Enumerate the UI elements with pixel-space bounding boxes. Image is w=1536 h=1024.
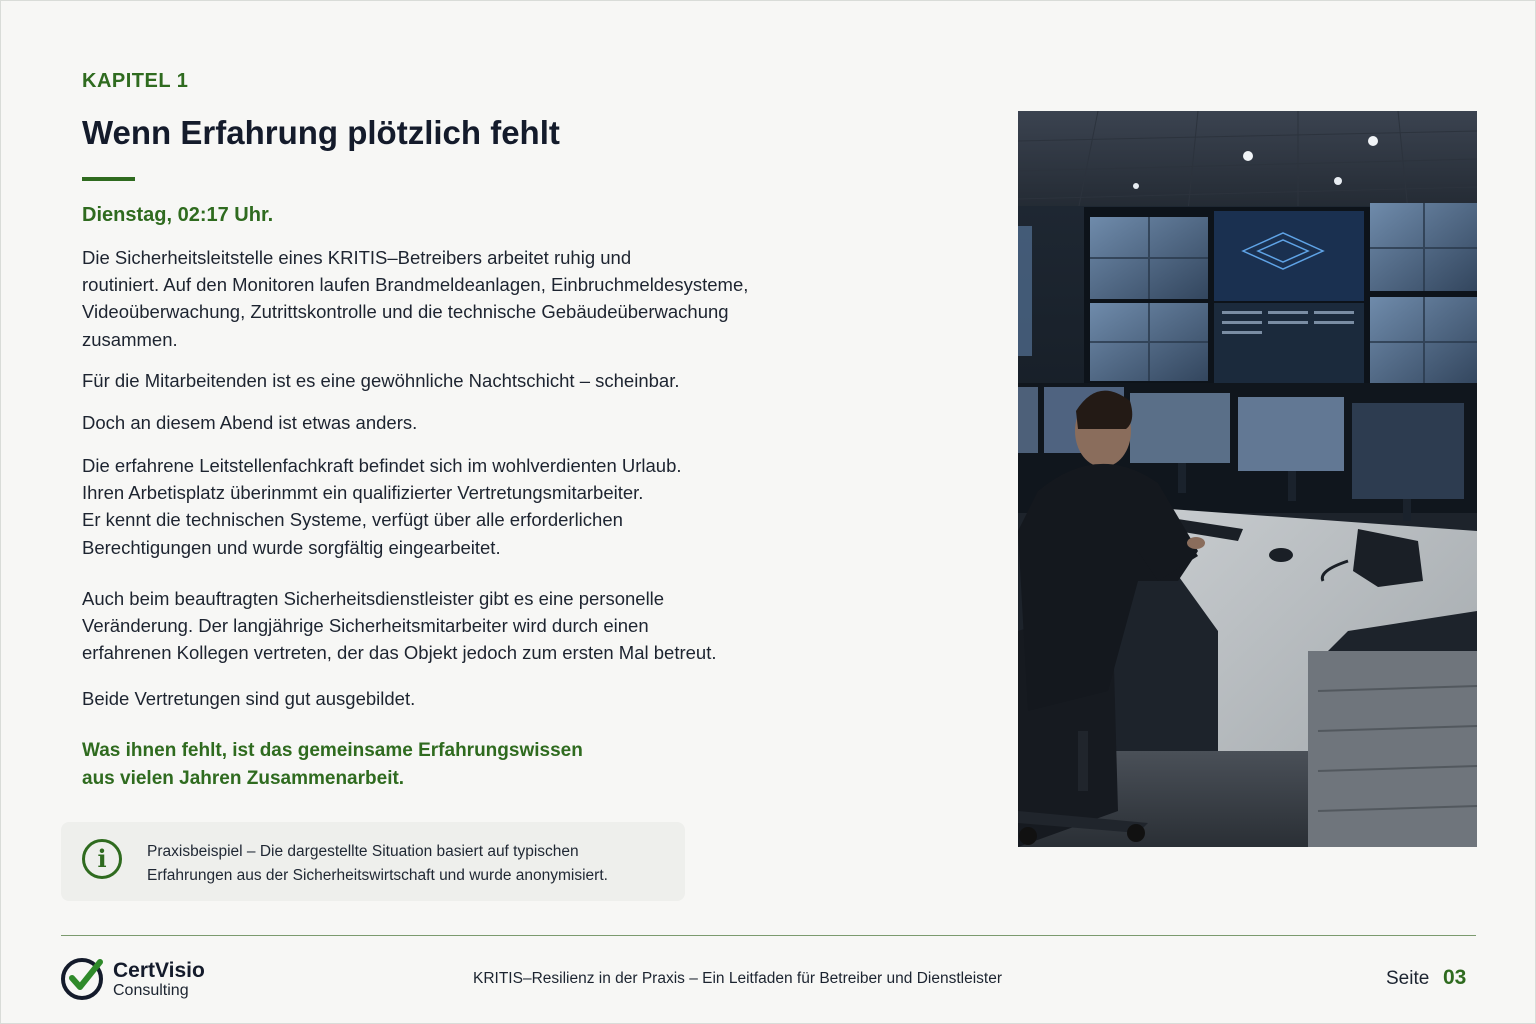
title-underline — [82, 177, 135, 181]
paragraph-3: Doch an diesem Abend ist etwas anders. — [82, 412, 418, 433]
page-title: Wenn Erfahrung plötzlich fehlt — [82, 114, 560, 151]
paragraph-5: Auch beim beauftragten Sicherheitsdienstleister gibt es eine personelle Veränderung. Der langjährige Sicherheitsmitarbeiter wird durch einen erfahrenen Kollegen vertreten, der das Objekt jedoch zum ersten Mal betreut. — [82, 588, 717, 664]
info-note — [61, 822, 685, 901]
paragraph-1: Die Sicherheitsleitstelle eines KRITIS–Betreibers arbeitet ruhig und routiniert. Auf den Monitoren laufen Brandmeldeanlagen, Einbruchmeldesysteme, Videoüberwachung, Zutrittskontrolle und die technische Gebäudeüberwachung zusammen. — [82, 247, 749, 350]
control-room-illustration — [1018, 111, 1477, 847]
control-room-photo — [1018, 111, 1477, 847]
certvisio-logo-icon — [60, 956, 106, 1002]
footer-document-title: KRITIS–Resilienz in der Praxis – Ein Leitfaden für Betreiber und Dienstleister — [473, 970, 1002, 987]
paragraph-2: Für die Mitarbeitenden ist es eine gewöhnliche Nachtschicht – scheinbar. — [82, 370, 680, 391]
logo-subtitle: Consulting — [113, 982, 189, 999]
logo-name: CertVisio — [113, 959, 205, 982]
paragraph-4: Die erfahrene Leitstellenfachkraft befindet sich im wohlverdienten Urlaub. Ihren Arbetisplatz überinmmt ein qualifizierter Vertretungsmitarbeiter. Er kennt die technischen Systeme, verfügt über alle erforderlichen Berechtigungen und wurde sorgfältig eingearbeitet. — [82, 455, 682, 558]
highlight-statement: Was ihnen fehlt, ist das gemeinsame Erfahrungswissen aus vielen Jahren Zusammenarbeit. — [82, 740, 583, 789]
dateline: Dienstag, 02:17 Uhr. — [82, 204, 274, 226]
footer-divider — [61, 935, 1476, 936]
info-icon: i — [82, 839, 122, 879]
info-note-text: Praxisbeispiel – Die dargestellte Situation basiert auf typischen Erfahrungen aus der Sicherheitswirtschaft und wurde anonymisiert. — [147, 843, 608, 884]
footer-page-label: Seite — [1386, 968, 1430, 989]
chapter-label: KAPITEL 1 — [82, 70, 189, 92]
page-number: 03 — [1443, 966, 1467, 989]
paragraph-6: Beide Vertretungen sind gut ausgebildet. — [82, 688, 416, 709]
